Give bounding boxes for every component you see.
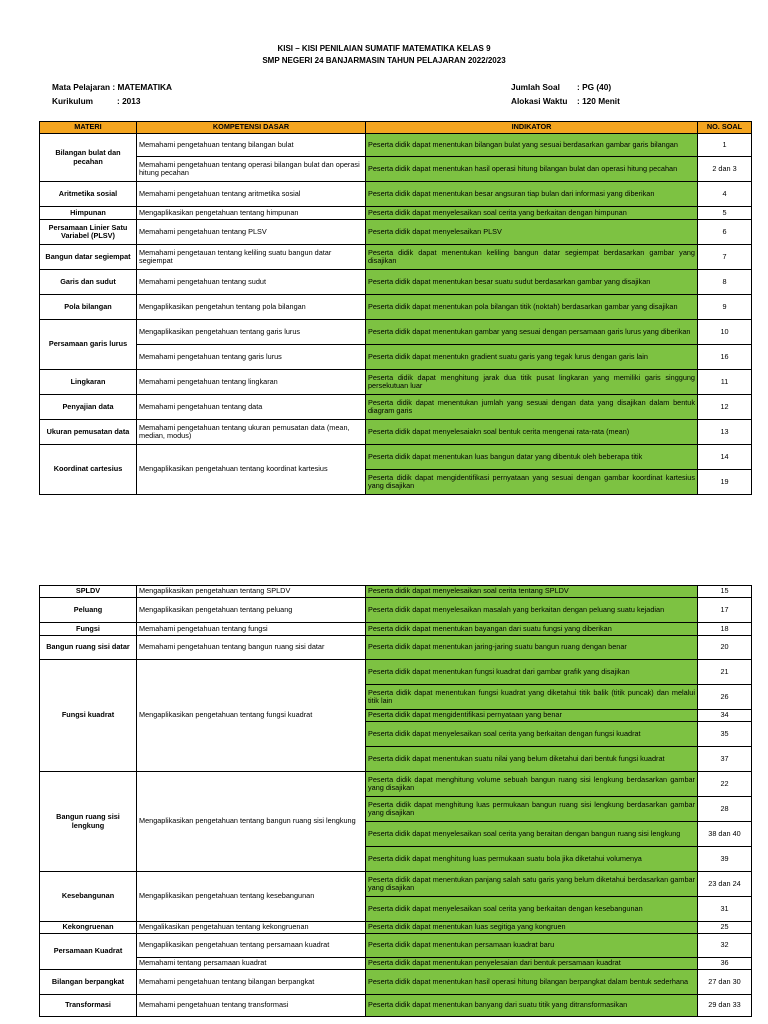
table-row (40, 922, 752, 934)
no-soal-cell: 36 (698, 958, 752, 970)
curriculum-value: : 2013 (117, 96, 141, 106)
no-soal-cell: 12 (698, 395, 752, 420)
table-row (40, 623, 752, 636)
table-row (40, 320, 752, 345)
indikator-cell: Peserta didik dapat menyelesaikan soal cerita yang berkaitan dengan himpunan (366, 207, 698, 220)
table-row (40, 660, 752, 685)
indikator-cell: Peserta didik dapat menyelesaikan soal cerita yang beraitan dengan bangun ruang sisi lengkung (366, 822, 698, 847)
indikator-cell: Peserta didik dapat menentukan jumlah yang sesuai dengan data yang disajikan dalam bentuk diagram garis (366, 395, 698, 420)
materi-cell: Bangun ruang sisi lengkung (40, 772, 137, 872)
kompetensi-cell: Mengaplikasikan pengetahuan tentang garis lurus (137, 320, 366, 345)
materi-cell: Pola bilangan (40, 295, 137, 320)
kompetensi-cell: Mengalikasikan pengetahuan tentang kekongruenan (137, 922, 366, 934)
no-soal-cell: 11 (698, 370, 752, 395)
document-title-line-1: KISI – KISI PENILAIAN SUMATIF MATEMATIKA KELAS 9 (277, 44, 491, 53)
no-soal-cell: 4 (698, 182, 752, 207)
materi-cell: Bilangan berpangkat (40, 970, 137, 995)
kompetensi-cell: Mengaplikasikan pengetahuan tentang persamaan kuadrat (137, 934, 366, 958)
no-soal-cell: 18 (698, 623, 752, 636)
curriculum-label: Kurikulum (52, 96, 94, 106)
table-row (40, 220, 752, 245)
indikator-cell: Peserta didik dapat menyelesaikan masalah yang berkaitan dengan peluang suatu kejadian (366, 598, 698, 623)
materi-cell: Bangun ruang sisi datar (40, 636, 137, 660)
no-soal-cell: 5 (698, 207, 752, 220)
materi-cell: Kesebangunan (40, 872, 137, 922)
indikator-cell: Peserta didik dapat menentukan pola bilangan titik (noktah) berdasarkan gambar yang disajikan (366, 295, 698, 320)
kompetensi-cell: Memahami tentang persamaan kuadrat (137, 958, 366, 970)
table-row (40, 586, 752, 598)
no-soal-cell: 35 (698, 722, 752, 747)
no-soal-cell: 15 (698, 586, 752, 598)
table-header-row (40, 122, 752, 134)
subject-line: Mata Pelajaran : MATEMATIKA (52, 82, 173, 92)
table-row (40, 995, 752, 1017)
materi-cell: Persamaan Kuadrat (40, 934, 137, 970)
kompetensi-cell: Mengaplikasikan pengetahuan tentang kesebangunan (137, 872, 366, 922)
materi-cell: Persamaan Linier Satu Variabel (PLSV) (40, 220, 137, 245)
no-soal-cell: 23 dan 24 (698, 872, 752, 897)
no-soal-cell: 39 (698, 847, 752, 872)
indikator-cell: Peserta didik dapat menentukan panjang salah satu garis yang belum diketahui berdasarkan gambar yang disajikan (366, 872, 698, 897)
no-soal-cell: 31 (698, 897, 752, 922)
materi-cell: Fungsi (40, 623, 137, 636)
no-soal-cell: 29 dan 33 (698, 995, 752, 1017)
no-soal-cell: 25 (698, 922, 752, 934)
no-soal-cell: 9 (698, 295, 752, 320)
materi-cell: Persamaan garis lurus (40, 320, 137, 370)
materi-cell: Garis dan sudut (40, 270, 137, 295)
header-kompetensi-dasar: KOMPETENSI DASAR (137, 122, 366, 134)
no-soal-cell: 34 (698, 710, 752, 722)
no-soal-cell: 10 (698, 320, 752, 345)
kompetensi-cell: Mengaplikasikan pengetahuan tentang bangun ruang sisi lengkung (137, 772, 366, 872)
table-row (40, 445, 752, 470)
table-row (40, 345, 752, 370)
indikator-cell: Peserta didik dapat menentukan fungsi kuadrat dari gambar grafik yang disajikan (366, 660, 698, 685)
table-row (40, 270, 752, 295)
kompetensi-cell: Memahami pengetahuan tentang fungsi (137, 623, 366, 636)
indikator-cell: Peserta didik dapat menentukn gradient suatu garis yang tegak lurus dengan garis lain (366, 345, 698, 370)
indikator-cell: Peserta didik dapat menyelesaikan soal cerita yang berkaitan dengan fungsi kuadrat (366, 722, 698, 747)
no-soal-cell: 17 (698, 598, 752, 623)
indikator-cell: Peserta didik dapat menentukan gambar yang sesuai dengan persamaan garis lurus yang diberikan (366, 320, 698, 345)
table-row (40, 134, 752, 157)
indikator-cell: Peserta didik dapat menentukan hasil operasi hitung bilangan berpangkat dalam bentuk sederhana (366, 970, 698, 995)
indikator-cell: Peserta didik dapat menghitung jarak dua titik pusat lingkaran yang memiliki garis singgung persekutuan luar (366, 370, 698, 395)
table-row (40, 295, 752, 320)
no-soal-cell: 21 (698, 660, 752, 685)
kompetensi-cell: Memahami pengetahuan tentang bilangan bulat (137, 134, 366, 157)
kompetensi-cell: Mengaplikasikan pengetahuan tentang koordinat kartesius (137, 445, 366, 495)
no-soal-cell: 37 (698, 747, 752, 772)
header-materi: MATERI (40, 122, 137, 134)
kompetensi-cell: Memahami pengetahuan tentang sudut (137, 270, 366, 295)
no-soal-cell: 19 (698, 470, 752, 495)
indikator-cell: Peserta didik dapat menentukan keliling bangun datar segiempat berdasarkan gambar yang disajikan (366, 245, 698, 270)
kompetensi-cell: Mengaplikasikan pengetahuan tentang himpunan (137, 207, 366, 220)
materi-cell: Kekongruenan (40, 922, 137, 934)
materi-cell: Transformasi (40, 995, 137, 1017)
indikator-cell: Peserta didik dapat menentukan penyelesaian dari bentuk persamaan kuadrat (366, 958, 698, 970)
kompetensi-cell: Memahami pengetahuan tentang ukuran pemusatan data (mean, median, modus) (137, 420, 366, 445)
indikator-cell: Peserta didik dapat menyelesaikan soal cerita yang berkaitan dengan kesebangunan (366, 897, 698, 922)
time-allocation-value: : 120 Menit (577, 96, 620, 106)
no-soal-cell: 2 dan 3 (698, 157, 752, 182)
indikator-cell: Peserta didik dapat menentukan hasil operasi hitung bilangan bulat dan operasi hitung pecahan (366, 157, 698, 182)
kompetensi-cell: Memahami pengetauan tentang keliling suatu bangun datar segiempat (137, 245, 366, 270)
document-title-line-2: SMP NEGERI 24 BANJARMASIN TAHUN PELAJARAN 2022/2023 (262, 56, 506, 65)
no-soal-cell: 7 (698, 245, 752, 270)
kompetensi-cell: Mengaplikasikan pengetahun tentang pola bilangan (137, 295, 366, 320)
question-count-value: : PG (40) (577, 82, 612, 92)
table-row (40, 420, 752, 445)
materi-cell: Bangun datar segiempat (40, 245, 137, 270)
indikator-cell: Peserta didik dapat menyelesaikan soal cerita tentang SPLDV (366, 586, 698, 598)
kompetensi-cell: Memahami pengetahuan tentang bangun ruang sisi datar (137, 636, 366, 660)
indikator-cell: Peserta didik dapat menyelesaiakn soal bentuk cerita mengenai rata-rata (mean) (366, 420, 698, 445)
no-soal-cell: 27 dan 30 (698, 970, 752, 995)
indikator-cell: Peserta didik dapat menghitung luas permukaan suatu bola jika diketahui volumenya (366, 847, 698, 872)
table-row (40, 207, 752, 220)
materi-cell: Aritmetika sosial (40, 182, 137, 207)
kompetensi-cell: Memahami pengetahuan tentang bilangan berpangkat (137, 970, 366, 995)
indikator-cell: Peserta didik dapat menentukan besar angsuran tiap bulan dari informasi yang diberikan (366, 182, 698, 207)
kompetensi-cell: Memahami pengetahuan tentang aritmetika sosial (137, 182, 366, 207)
indikator-cell: Peserta didik dapat menentukan persamaan kuadrat baru (366, 934, 698, 958)
indikator-cell: Peserta didik dapat menentukan luas bangun datar yang dibentuk oleh beberapa titik (366, 445, 698, 470)
no-soal-cell: 32 (698, 934, 752, 958)
materi-cell: Peluang (40, 598, 137, 623)
no-soal-cell: 16 (698, 345, 752, 370)
indikator-cell: Peserta didik dapat menghitung volume sebuah bangun ruang sisi lengkung berdasarkan gambar yang disajikan (366, 772, 698, 797)
indikator-cell: Peserta didik dapat menentukan bilangan bulat yang sesuai berdasarkan gambar garis bilangan (366, 134, 698, 157)
materi-cell: Penyajian data (40, 395, 137, 420)
indikator-cell: Peserta didik dapat menentukan suatu nilai yang belum diketahui dari bentuk fungsi kuadrat (366, 747, 698, 772)
table-row (40, 970, 752, 995)
indikator-cell: Peserta didik dapat menghitung luas permukaan bangun ruang sisi lengkung berdasarkan gambar yang disajikan (366, 797, 698, 822)
kompetensi-cell: Memahami pengetahuan tentang PLSV (137, 220, 366, 245)
table-row (40, 636, 752, 660)
table-row (40, 395, 752, 420)
kompetensi-cell: Mengaplikasikan pengetahuan tentang peluang (137, 598, 366, 623)
table-row (40, 958, 752, 970)
time-allocation-label: Alokasi Waktu (511, 96, 568, 106)
no-soal-cell: 22 (698, 772, 752, 797)
table-row (40, 772, 752, 797)
header-indikator: INDIKATOR (366, 122, 698, 134)
no-soal-cell: 6 (698, 220, 752, 245)
materi-cell: SPLDV (40, 586, 137, 598)
kompetensi-cell: Mengaplikasikan pengetahuan tentang SPLDV (137, 586, 366, 598)
indikator-cell: Peserta didik dapat menentukan banyang dari suatu titik yang ditransformasikan (366, 995, 698, 1017)
question-count-label: Jumlah Soal (511, 82, 560, 92)
no-soal-cell: 1 (698, 134, 752, 157)
no-soal-cell: 8 (698, 270, 752, 295)
materi-cell: Ukuran pemusatan data (40, 420, 137, 445)
table-row (40, 370, 752, 395)
kompetensi-cell: Memahami pengetahuan tentang garis lurus (137, 345, 366, 370)
no-soal-cell: 13 (698, 420, 752, 445)
kompetensi-cell: Memahami pengetahuan tentang operasi bilangan bulat dan operasi hitung pecahan (137, 157, 366, 182)
no-soal-cell: 38 dan 40 (698, 822, 752, 847)
kompetensi-cell: Memahami pengetahuan tentang data (137, 395, 366, 420)
indikator-cell: Peserta didik dapat menentukan luas segitiga yang kongruen (366, 922, 698, 934)
kompetensi-cell: Memahami pengetahuan tentang transformasi (137, 995, 366, 1017)
indikator-cell: Peserta didik dapat menentukan fungsi kuadrat yang diketahui titik balik (titik puncak) dan melalui titik lain (366, 685, 698, 710)
table-row (40, 872, 752, 897)
grid-table-page-2 (39, 585, 752, 1017)
indikator-cell: Peserta didik dapat mengidentifikasi pernyataan yang benar (366, 710, 698, 722)
materi-cell: Koordinat cartesius (40, 445, 137, 495)
table-row (40, 245, 752, 270)
kompetensi-cell: Mengaplikasikan pengetahuan tentang fungsi kuadrat (137, 660, 366, 772)
no-soal-cell: 28 (698, 797, 752, 822)
indikator-cell: Peserta didik dapat mengidentifikasi pernyataan yang sesuai dengan gambar koordinat kartesius yang disajikan (366, 470, 698, 495)
kompetensi-cell: Memahami pengetahuan tentang lingkaran (137, 370, 366, 395)
materi-cell: Lingkaran (40, 370, 137, 395)
no-soal-cell: 20 (698, 636, 752, 660)
materi-cell: Fungsi kuadrat (40, 660, 137, 772)
materi-cell: Bilangan bulat dan pecahan (40, 134, 137, 182)
materi-cell: Himpunan (40, 207, 137, 220)
indikator-cell: Peserta didik dapat menentukan jaring-jaring suatu bangun ruang dengan benar (366, 636, 698, 660)
indikator-cell: Peserta didik dapat menentukan besar suatu sudut berdasarkan gambar yang disajikan (366, 270, 698, 295)
indikator-cell: Peserta didik dapat menyelesaikan PLSV (366, 220, 698, 245)
table-row (40, 934, 752, 958)
indikator-cell: Peserta didik dapat menentukan bayangan dari suatu fungsi yang diberikan (366, 623, 698, 636)
no-soal-cell: 14 (698, 445, 752, 470)
header-no-soal: NO. SOAL (698, 122, 752, 134)
grid-table-page-1 (39, 121, 752, 495)
table-row (40, 598, 752, 623)
table-row (40, 182, 752, 207)
no-soal-cell: 26 (698, 685, 752, 710)
table-row (40, 157, 752, 182)
